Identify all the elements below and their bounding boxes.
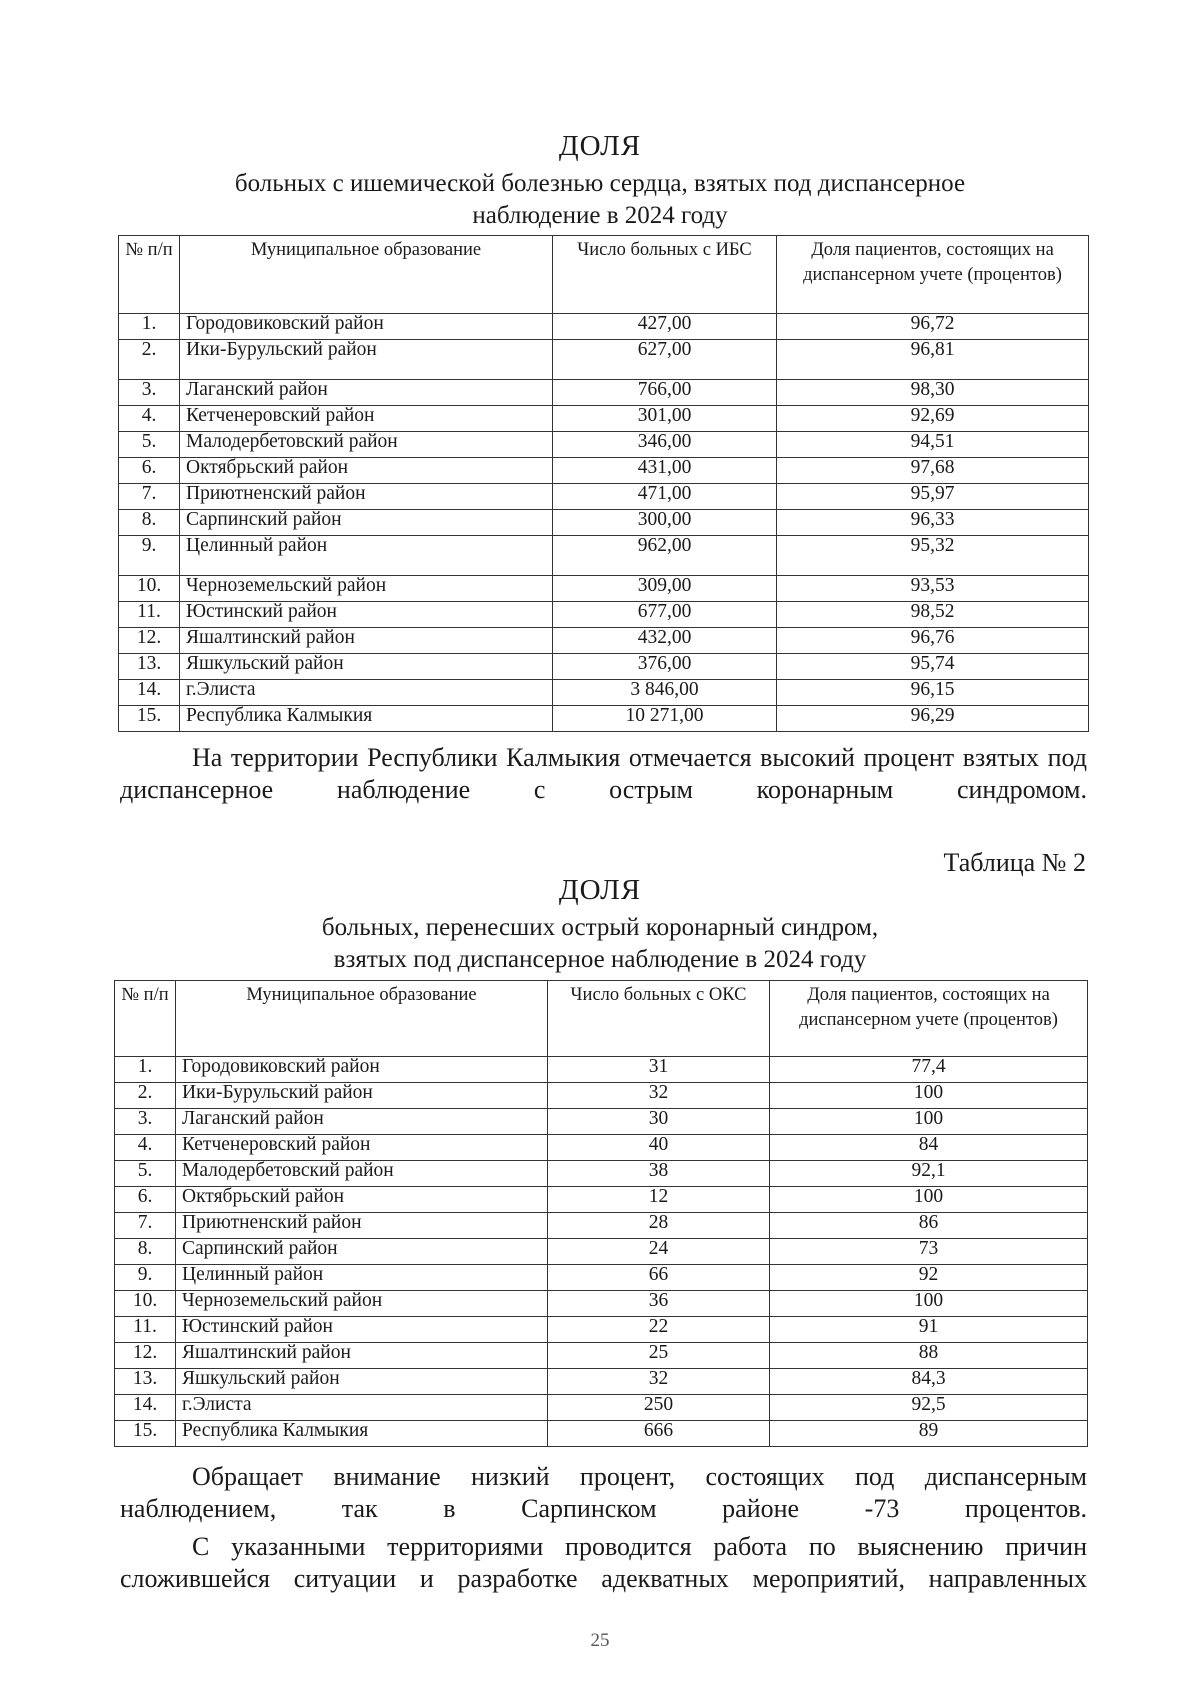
table1-subtitle-line2: наблюдение в 2024 году bbox=[472, 202, 728, 229]
cell-count: 309,00 bbox=[553, 576, 777, 602]
cell-num: 15. bbox=[115, 1421, 176, 1447]
cell-share: 92,69 bbox=[777, 406, 1089, 432]
cell-share: 100 bbox=[770, 1109, 1088, 1135]
cell-num: 3. bbox=[119, 380, 180, 406]
table-row bbox=[115, 1369, 1088, 1395]
cell-name: Сарпинский район bbox=[180, 510, 553, 536]
table2-subtitle-line2: взятых под диспансерное наблюдение в 2024 году bbox=[333, 946, 867, 973]
cell-name: Юстинский район bbox=[180, 602, 553, 628]
cell-num: 7. bbox=[115, 1213, 176, 1239]
cell-count: 30 bbox=[548, 1109, 770, 1135]
cell-num: 7. bbox=[119, 484, 180, 510]
table-row bbox=[119, 654, 1089, 680]
cell-name: Сарпинский район bbox=[176, 1239, 548, 1265]
cell-share: 92,5 bbox=[770, 1395, 1088, 1421]
cell-name: Черноземельский район bbox=[180, 576, 553, 602]
cell-num: 13. bbox=[119, 654, 180, 680]
cell-share: 100 bbox=[770, 1083, 1088, 1109]
cell-num: 8. bbox=[119, 510, 180, 536]
cell-share: 100 bbox=[770, 1291, 1088, 1317]
cell-share: 95,97 bbox=[777, 484, 1089, 510]
paragraph-1-text: На территории Республики Калмыкия отмечается высокий процент взятых под диспансерное наблюдение с острым коронарным синдромом. bbox=[120, 743, 1087, 804]
table2-subtitle-line1: больных, перенесших острый коронарный синдром, bbox=[321, 914, 879, 941]
table-row bbox=[115, 1109, 1088, 1135]
cell-num: 4. bbox=[115, 1135, 176, 1161]
cell-name: Городовиковский район bbox=[176, 1057, 548, 1083]
paragraph-3 bbox=[120, 1531, 1087, 1595]
cell-num: 15. bbox=[119, 706, 180, 732]
table-row bbox=[115, 1187, 1088, 1213]
table-row bbox=[119, 510, 1089, 536]
cell-count: 25 bbox=[548, 1343, 770, 1369]
cell-share: 93,53 bbox=[777, 576, 1089, 602]
cell-share: 98,30 bbox=[777, 380, 1089, 406]
table2-header-count: Число больных с ОКС bbox=[548, 981, 770, 1057]
cell-num: 11. bbox=[115, 1317, 176, 1343]
cell-num: 5. bbox=[115, 1161, 176, 1187]
cell-share: 95,32 bbox=[777, 536, 1089, 576]
cell-share: 97,68 bbox=[777, 458, 1089, 484]
cell-name: Кетченеровский район bbox=[180, 406, 553, 432]
cell-share: 88 bbox=[770, 1343, 1088, 1369]
cell-name: Октябрьский район bbox=[176, 1187, 548, 1213]
cell-count: 12 bbox=[548, 1187, 770, 1213]
table1 bbox=[118, 235, 1089, 732]
cell-count: 677,00 bbox=[553, 602, 777, 628]
table-row bbox=[119, 706, 1089, 732]
cell-num: 9. bbox=[119, 536, 180, 576]
cell-name: Яшкульский район bbox=[176, 1369, 548, 1395]
cell-share: 92 bbox=[770, 1265, 1088, 1291]
cell-num: 13. bbox=[115, 1369, 176, 1395]
table-row bbox=[119, 536, 1089, 576]
table-row bbox=[115, 1057, 1088, 1083]
cell-count: 346,00 bbox=[553, 432, 777, 458]
table-row bbox=[119, 432, 1089, 458]
cell-share: 94,51 bbox=[777, 432, 1089, 458]
cell-name: Кетченеровский район bbox=[176, 1135, 548, 1161]
cell-share: 98,52 bbox=[777, 602, 1089, 628]
table-row bbox=[115, 1395, 1088, 1421]
cell-num: 8. bbox=[115, 1239, 176, 1265]
cell-name: Целинный район bbox=[176, 1265, 548, 1291]
cell-count: 24 bbox=[548, 1239, 770, 1265]
table-row bbox=[115, 1265, 1088, 1291]
table-row bbox=[119, 340, 1089, 380]
cell-name: Ики-Бурульский район bbox=[176, 1083, 548, 1109]
cell-name: Республика Калмыкия bbox=[180, 706, 553, 732]
paragraph-2 bbox=[120, 1461, 1087, 1525]
cell-count: 32 bbox=[548, 1369, 770, 1395]
cell-share: 77,4 bbox=[770, 1057, 1088, 1083]
table2 bbox=[114, 980, 1088, 1447]
cell-share: 96,29 bbox=[777, 706, 1089, 732]
cell-name: Малодербетовский район bbox=[176, 1161, 548, 1187]
cell-count: 300,00 bbox=[553, 510, 777, 536]
cell-share: 96,33 bbox=[777, 510, 1089, 536]
cell-num: 11. bbox=[119, 602, 180, 628]
cell-count: 28 bbox=[548, 1213, 770, 1239]
cell-num: 12. bbox=[119, 628, 180, 654]
cell-count: 301,00 bbox=[553, 406, 777, 432]
cell-num: 10. bbox=[119, 576, 180, 602]
table-row bbox=[115, 1343, 1088, 1369]
table-row bbox=[115, 1421, 1088, 1447]
table-row bbox=[115, 1135, 1088, 1161]
table-row bbox=[115, 1083, 1088, 1109]
cell-name: Черноземельский район bbox=[176, 1291, 548, 1317]
table2-header-share: Доля пациентов, состоящих на диспансерном учете (процентов) bbox=[770, 981, 1088, 1057]
table-row bbox=[119, 380, 1089, 406]
cell-name: Лаганский район bbox=[176, 1109, 548, 1135]
cell-num: 2. bbox=[115, 1083, 176, 1109]
cell-num: 5. bbox=[119, 432, 180, 458]
cell-count: 22 bbox=[548, 1317, 770, 1343]
cell-num: 9. bbox=[115, 1265, 176, 1291]
cell-name: г.Элиста bbox=[176, 1395, 548, 1421]
cell-share: 100 bbox=[770, 1187, 1088, 1213]
cell-num: 14. bbox=[115, 1395, 176, 1421]
cell-share: 96,15 bbox=[777, 680, 1089, 706]
table2-title: ДОЛЯ bbox=[558, 874, 642, 906]
cell-share: 84 bbox=[770, 1135, 1088, 1161]
table-row bbox=[115, 1317, 1088, 1343]
table2-caption: Таблица № 2 bbox=[943, 848, 1086, 877]
cell-count: 250 bbox=[548, 1395, 770, 1421]
cell-name: г.Элиста bbox=[180, 680, 553, 706]
cell-num: 3. bbox=[115, 1109, 176, 1135]
page-number: 25 bbox=[590, 1630, 610, 1651]
cell-name: Ики-Бурульский район bbox=[180, 340, 553, 380]
cell-share: 89 bbox=[770, 1421, 1088, 1447]
cell-count: 66 bbox=[548, 1265, 770, 1291]
cell-count: 10 271,00 bbox=[553, 706, 777, 732]
cell-count: 427,00 bbox=[553, 314, 777, 340]
cell-num: 1. bbox=[119, 314, 180, 340]
cell-name: Яшалтинский район bbox=[180, 628, 553, 654]
cell-count: 471,00 bbox=[553, 484, 777, 510]
table1-header-name: Муниципальное образование bbox=[180, 236, 553, 314]
cell-name: Приютненский район bbox=[176, 1213, 548, 1239]
cell-name: Малодербетовский район bbox=[180, 432, 553, 458]
paragraph-1 bbox=[120, 742, 1087, 806]
cell-num: 6. bbox=[115, 1187, 176, 1213]
table-row bbox=[115, 1161, 1088, 1187]
table-row bbox=[119, 576, 1089, 602]
cell-num: 12. bbox=[115, 1343, 176, 1369]
cell-num: 10. bbox=[115, 1291, 176, 1317]
cell-count: 431,00 bbox=[553, 458, 777, 484]
cell-count: 376,00 bbox=[553, 654, 777, 680]
cell-count: 962,00 bbox=[553, 536, 777, 576]
cell-name: Республика Калмыкия bbox=[176, 1421, 548, 1447]
table-row bbox=[119, 458, 1089, 484]
table-row bbox=[119, 602, 1089, 628]
cell-share: 92,1 bbox=[770, 1161, 1088, 1187]
table1-header-share: Доля пациентов, состоящих на диспансерном учете (процентов) bbox=[777, 236, 1089, 314]
table-row bbox=[115, 1291, 1088, 1317]
cell-count: 38 bbox=[548, 1161, 770, 1187]
cell-share: 86 bbox=[770, 1213, 1088, 1239]
cell-name: Октябрьский район bbox=[180, 458, 553, 484]
paragraph-2-text: Обращает внимание низкий процент, состоящих под диспансерным наблюдением, так в Сарпинском районе -73 процентов. bbox=[120, 1462, 1087, 1523]
cell-count: 627,00 bbox=[553, 340, 777, 380]
paragraph-3-text: С указанными территориями проводится работа по выяснению причин сложившейся ситуации и разработке адекватных мероприятий, направленных bbox=[120, 1532, 1087, 1593]
table2-header-name: Муниципальное образование bbox=[176, 981, 548, 1057]
cell-num: 2. bbox=[119, 340, 180, 380]
cell-num: 6. bbox=[119, 458, 180, 484]
table-row bbox=[115, 1239, 1088, 1265]
cell-num: 1. bbox=[115, 1057, 176, 1083]
table1-subtitle-line1: больных с ишемической болезнью сердца, взятых под диспансерное bbox=[234, 170, 966, 197]
cell-count: 32 bbox=[548, 1083, 770, 1109]
cell-share: 73 bbox=[770, 1239, 1088, 1265]
table1-header-num: № п/п bbox=[119, 236, 180, 314]
cell-name: Приютненский район bbox=[180, 484, 553, 510]
cell-count: 432,00 bbox=[553, 628, 777, 654]
cell-count: 31 bbox=[548, 1057, 770, 1083]
cell-share: 91 bbox=[770, 1317, 1088, 1343]
table1-title: ДОЛЯ bbox=[558, 130, 642, 162]
table-row bbox=[119, 680, 1089, 706]
cell-num: 14. bbox=[119, 680, 180, 706]
cell-share: 96,76 bbox=[777, 628, 1089, 654]
cell-count: 3 846,00 bbox=[553, 680, 777, 706]
cell-name: Лаганский район bbox=[180, 380, 553, 406]
cell-name: Целинный район bbox=[180, 536, 553, 576]
table-row bbox=[119, 484, 1089, 510]
cell-name: Юстинский район bbox=[176, 1317, 548, 1343]
table-row bbox=[119, 314, 1089, 340]
cell-name: Городовиковский район bbox=[180, 314, 553, 340]
cell-count: 40 bbox=[548, 1135, 770, 1161]
table-row bbox=[119, 628, 1089, 654]
cell-count: 766,00 bbox=[553, 380, 777, 406]
cell-num: 4. bbox=[119, 406, 180, 432]
table2-header-num: № п/п bbox=[115, 981, 176, 1057]
cell-share: 96,72 bbox=[777, 314, 1089, 340]
table1-header-count: Число больных с ИБС bbox=[553, 236, 777, 314]
cell-name: Яшалтинский район bbox=[176, 1343, 548, 1369]
cell-count: 666 bbox=[548, 1421, 770, 1447]
table-row bbox=[119, 406, 1089, 432]
cell-count: 36 bbox=[548, 1291, 770, 1317]
table-row bbox=[115, 1213, 1088, 1239]
cell-name: Яшкульский район bbox=[180, 654, 553, 680]
cell-share: 96,81 bbox=[777, 340, 1089, 380]
cell-share: 95,74 bbox=[777, 654, 1089, 680]
cell-share: 84,3 bbox=[770, 1369, 1088, 1395]
